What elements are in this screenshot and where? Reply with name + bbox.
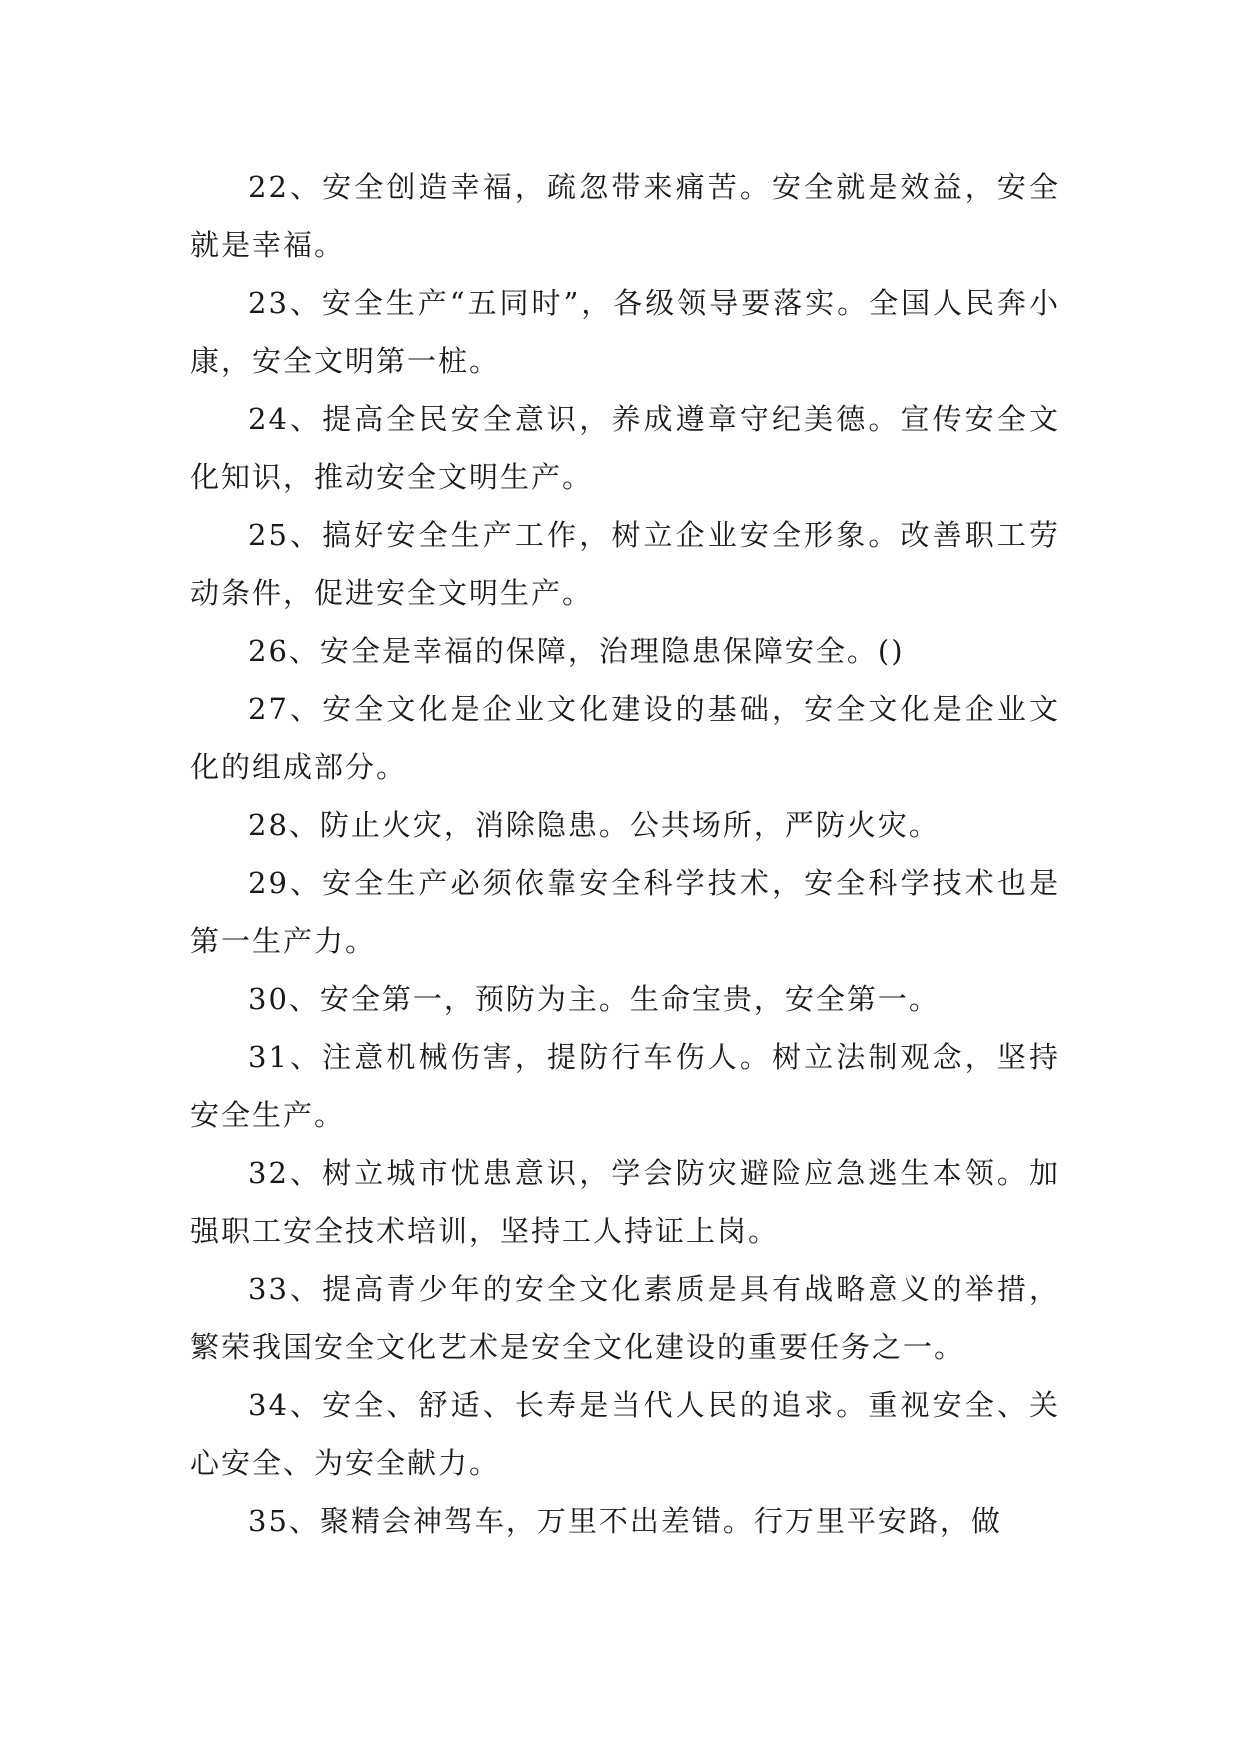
paragraph-26: 26、安全是幸福的保障，治理隐患保障安全。() [248, 634, 905, 668]
paragraph-32: 32、树立城市忧患意识，学会防灾避险应急逃生本领。加强职工安全技术培训，坚持工人持证上岗。 [190, 1156, 1060, 1248]
paragraph-33: 33、提高青少年的安全文化素质是具有战略意义的举措，繁荣我国安全文化艺术是安全文化建设的重要任务之一。 [190, 1272, 1060, 1364]
paragraph-29: 29、安全生产必须依靠安全科学技术，安全科学技术也是第一生产力。 [190, 866, 1060, 958]
paragraph-24: 24、提高全民安全意识，养成遵章守纪美德。宣传安全文化知识，推动安全文明生产。 [190, 402, 1060, 494]
paragraph-34: 34、安全、舒适、长寿是当代人民的追求。重视安全、关心安全、为安全献力。 [190, 1388, 1060, 1480]
paragraph-22: 22、安全创造幸福，疏忽带来痛苦。安全就是效益，安全就是幸福。 [190, 170, 1060, 262]
document-body [190, 158, 1060, 1550]
paragraph-30: 30、安全第一，预防为主。生命宝贵，安全第一。 [248, 982, 940, 1016]
paragraph-35: 35、聚精会神驾车，万里不出差错。行万里平安路，做 [248, 1504, 1002, 1538]
paragraph-28: 28、防止火灾，消除隐患。公共场所，严防火灾。 [248, 808, 940, 842]
paragraph-31: 31、注意机械伤害，提防行车伤人。树立法制观念，坚持安全生产。 [190, 1040, 1060, 1132]
paragraph-23: 23、安全生产“五同时”，各级领导要落实。全国人民奔小康，安全文明第一桩。 [190, 286, 1060, 378]
paragraph-25: 25、搞好安全生产工作，树立企业安全形象。改善职工劳动条件，促进安全文明生产。 [190, 518, 1060, 610]
paragraph-27: 27、安全文化是企业文化建设的基础，安全文化是企业文化的组成部分。 [190, 692, 1060, 784]
